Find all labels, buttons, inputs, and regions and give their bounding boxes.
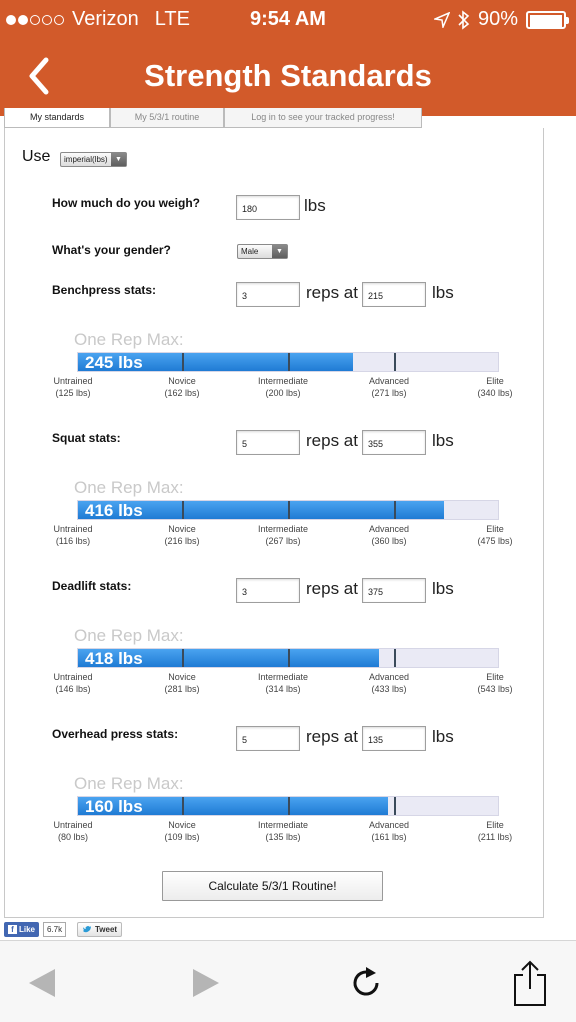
weight-label: How much do you weigh?: [52, 196, 200, 210]
level-value: (543 lbs): [477, 684, 513, 694]
level-name: Intermediate: [257, 672, 309, 682]
battery-icon: [526, 11, 566, 29]
one-rep-max-value: 416 lbs: [85, 501, 143, 520]
one-rep-max-label: One Rep Max:: [74, 626, 184, 645]
lift-weight-input[interactable]: 375: [362, 578, 426, 603]
level-value: (109 lbs): [164, 832, 200, 842]
level-marker: [28, 523, 118, 547]
like-label: Like: [19, 925, 36, 934]
strength-progress-bar: [77, 648, 499, 668]
gender-label: What's your gender?: [52, 243, 171, 257]
one-rep-max-label: One Rep Max:: [74, 330, 184, 349]
reps-at-label: reps at: [306, 283, 358, 302]
reps-input[interactable]: 5: [236, 430, 300, 455]
gender-select[interactable]: [237, 244, 288, 259]
lbs-label: lbs: [432, 431, 454, 450]
level-tick: [394, 649, 396, 667]
tweet-button[interactable]: [77, 922, 122, 937]
level-value: (271 lbs): [371, 388, 407, 398]
level-tick: [394, 501, 396, 519]
lbs-label: lbs: [432, 727, 454, 746]
level-value: (125 lbs): [55, 388, 91, 398]
level-tick: [394, 797, 396, 815]
level-tick: [182, 353, 184, 371]
share-icon: [510, 959, 550, 1007]
level-marker: [28, 375, 118, 399]
status-bar: [0, 0, 576, 38]
level-marker: [450, 523, 540, 547]
level-value: (360 lbs): [371, 536, 407, 546]
browser-toolbar: [0, 940, 576, 1022]
location-icon: [434, 12, 450, 28]
lift-label: Benchpress stats:: [52, 283, 157, 297]
reps-input[interactable]: 3: [236, 282, 300, 307]
twitter-bird-icon: [82, 925, 92, 934]
reps-input[interactable]: 3: [236, 578, 300, 603]
level-name: Novice: [168, 820, 196, 830]
level-marker: [344, 819, 434, 843]
level-tick: [288, 649, 290, 667]
level-value: (116 lbs): [55, 536, 91, 546]
level-tick: [182, 649, 184, 667]
one-rep-max-value: 160 lbs: [85, 797, 143, 816]
forward-button[interactable]: [184, 961, 228, 1005]
level-value: (281 lbs): [164, 684, 200, 694]
level-name: Intermediate: [257, 820, 309, 830]
reps-input[interactable]: 5: [236, 726, 300, 751]
bluetooth-icon: [458, 10, 470, 30]
level-value: (216 lbs): [164, 536, 200, 546]
strength-progress-bar: [77, 796, 499, 816]
level-name: Elite: [486, 672, 504, 682]
level-marker: [238, 523, 328, 547]
use-label: Use: [22, 148, 51, 165]
dropdown-arrow-icon: ▼: [111, 153, 126, 166]
level-value: (314 lbs): [265, 684, 301, 694]
lift-weight-input[interactable]: 355: [362, 430, 426, 455]
level-marker: [238, 819, 328, 843]
level-marker: [344, 375, 434, 399]
lift-weight-input[interactable]: 135: [362, 726, 426, 751]
level-tick: [182, 501, 184, 519]
unit-select-value: imperial(lbs): [64, 155, 108, 164]
level-marker: [450, 375, 540, 399]
strength-progress-bar: [77, 352, 499, 372]
tweet-label: Tweet: [95, 925, 118, 934]
calculate-routine-button[interactable]: Calculate 5/3/1 Routine!: [162, 871, 383, 901]
reps-at-label: reps at: [306, 431, 358, 450]
level-name: Untrained: [53, 376, 93, 386]
level-marker: [344, 523, 434, 547]
status-time: 9:54 AM: [250, 8, 326, 30]
weight-input[interactable]: 180: [236, 195, 300, 220]
tab-531-routine[interactable]: My 5/3/1 routine: [110, 108, 224, 128]
gender-select-value: Male: [241, 247, 259, 256]
level-name: Novice: [168, 672, 196, 682]
level-name: Intermediate: [257, 524, 309, 534]
level-value: (340 lbs): [477, 388, 513, 398]
level-marker: [238, 375, 328, 399]
level-name: Novice: [168, 376, 196, 386]
level-marker: [28, 819, 118, 843]
level-value: (475 lbs): [477, 536, 513, 546]
level-marker: [450, 671, 540, 695]
level-value: (161 lbs): [371, 832, 407, 842]
like-count: 6.7k: [43, 922, 66, 937]
level-marker: [137, 523, 227, 547]
nav-bar: [0, 38, 576, 116]
level-value: (135 lbs): [265, 832, 301, 842]
forward-triangle-icon: [191, 967, 221, 999]
reps-at-label: reps at: [306, 727, 358, 746]
carrier-name: Verizon: [72, 8, 139, 30]
tab-tracked-progress[interactable]: Log in to see your tracked progress!: [224, 108, 422, 128]
lbs-label: lbs: [432, 579, 454, 598]
level-name: Intermediate: [257, 376, 309, 386]
level-name: Elite: [486, 820, 504, 830]
one-rep-max-value: 418 lbs: [85, 649, 143, 668]
level-name: Untrained: [53, 820, 93, 830]
level-marker: [137, 819, 227, 843]
reload-icon: [346, 963, 386, 1003]
level-marker: [28, 671, 118, 695]
level-value: (80 lbs): [57, 832, 88, 842]
level-value: (267 lbs): [265, 536, 301, 546]
level-tick: [288, 501, 290, 519]
strength-progress-bar: [77, 500, 499, 520]
share-button[interactable]: [508, 961, 552, 1005]
level-value: (162 lbs): [164, 388, 200, 398]
level-value: (211 lbs): [477, 832, 513, 842]
level-name: Elite: [486, 524, 504, 534]
network-type: LTE: [154, 8, 190, 30]
level-name: Untrained: [53, 524, 93, 534]
level-marker: [344, 671, 434, 695]
level-value: (433 lbs): [371, 684, 407, 694]
level-name: Advanced: [368, 524, 410, 534]
battery-percent: 90%: [477, 8, 518, 30]
weight-unit: lbs: [304, 196, 326, 215]
back-button[interactable]: [20, 961, 64, 1005]
level-tick: [394, 353, 396, 371]
lift-label: Deadlift stats:: [52, 579, 132, 593]
page-title: Strength Standards: [144, 58, 432, 93]
reload-button[interactable]: [344, 961, 388, 1005]
back-triangle-icon: [27, 967, 57, 999]
one-rep-max-value: 245 lbs: [85, 353, 143, 372]
reps-at-label: reps at: [306, 579, 358, 598]
tab-bar: [4, 108, 422, 128]
lift-label: Overhead press stats:: [52, 727, 179, 741]
facebook-like-button[interactable]: [4, 922, 39, 937]
level-name: Advanced: [368, 820, 410, 830]
level-marker: [238, 671, 328, 695]
tab-my-standards[interactable]: My standards: [4, 108, 110, 128]
dropdown-arrow-icon: ▼: [272, 245, 287, 258]
one-rep-max-label: One Rep Max:: [74, 774, 184, 793]
level-tick: [288, 797, 290, 815]
level-name: Untrained: [53, 672, 93, 682]
one-rep-max-label: One Rep Max:: [74, 478, 184, 497]
level-marker: [450, 819, 540, 843]
lbs-label: lbs: [432, 283, 454, 302]
level-name: Elite: [486, 376, 504, 386]
unit-select[interactable]: [60, 152, 127, 167]
level-name: Novice: [168, 524, 196, 534]
level-tick: [182, 797, 184, 815]
level-marker: [137, 375, 227, 399]
lift-label: Squat stats:: [52, 431, 121, 445]
level-value: (146 lbs): [55, 684, 91, 694]
level-name: Advanced: [368, 672, 410, 682]
level-value: (200 lbs): [265, 388, 301, 398]
lift-weight-input[interactable]: 215: [362, 282, 426, 307]
level-tick: [288, 353, 290, 371]
facebook-icon: f: [8, 925, 17, 934]
level-marker: [137, 671, 227, 695]
level-name: Advanced: [368, 376, 410, 386]
